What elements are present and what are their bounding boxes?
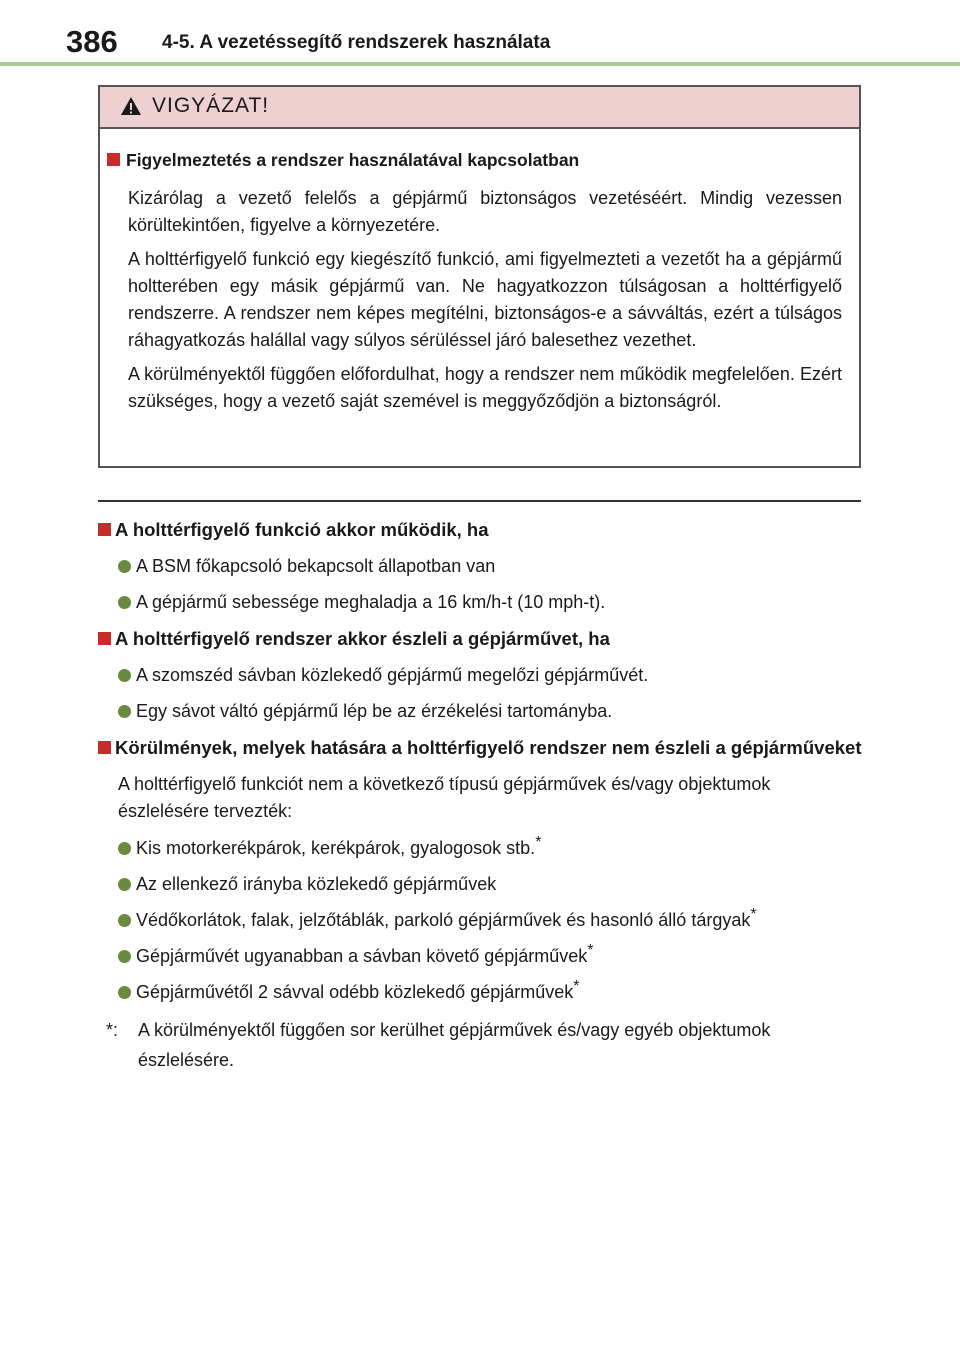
square-bullet-icon bbox=[98, 741, 111, 754]
footnote-asterisk: * bbox=[535, 834, 542, 851]
footnote: *: A körülményektől függően sor kerülhet gépjárművek és/vagy egyéb objektumok észlelésére. bbox=[106, 1015, 863, 1075]
round-bullet-icon bbox=[118, 560, 131, 573]
round-bullet-icon bbox=[118, 842, 131, 855]
warning-box bbox=[98, 85, 861, 468]
round-bullet-icon bbox=[118, 705, 131, 718]
warning-subheading: Figyelmeztetés a rendszer használatával kapcsolatban bbox=[107, 150, 842, 171]
main-content bbox=[98, 516, 863, 1075]
list-item: Kis motorkerékpárok, kerékpárok, gyalogosok stb.* bbox=[118, 835, 863, 861]
section-divider bbox=[98, 500, 861, 502]
list-item: A gépjármű sebessége meghaladja a 16 km/h-t (10 mph-t). bbox=[118, 589, 863, 615]
footnote-asterisk: * bbox=[573, 978, 580, 995]
warning-triangle-icon bbox=[120, 96, 142, 116]
round-bullet-icon bbox=[118, 914, 131, 927]
footnote-asterisk: * bbox=[587, 942, 594, 959]
list-item: Az ellenkező irányba közlekedő gépjárművek bbox=[118, 871, 863, 897]
section-heading: Körülmények, melyek hatására a holttérfigyelő rendszer nem észleli a gépjárműveket bbox=[98, 734, 863, 761]
section-heading: A holttérfigyelő rendszer akkor észleli a gépjárművet, ha bbox=[98, 625, 863, 652]
warning-paragraph: Kizárólag a vezető felelős a gépjármű biztonságos vezetéséért. Mindig vezessen körültekintően, figyelve a környezetére. bbox=[128, 188, 842, 235]
round-bullet-icon bbox=[118, 669, 131, 682]
warning-label: VIGYÁZAT! bbox=[152, 94, 270, 117]
warning-body bbox=[100, 129, 859, 415]
list-item: Védőkorlátok, falak, jelzőtáblák, parkoló gépjárművek és hasonló álló tárgyak* bbox=[118, 907, 863, 933]
warning-paragraph: A holttérfigyelő funkció egy kiegészítő funkció, ami figyelmezteti a vezetőt ha a gépjármű holtterében egy másik gépjármű van. Ne hagyatkozzon túlságosan a holttérfigyelő rendszerre. A rendszer nem képes megítélni, biztonságos-e a sávváltás, ezért a túlságos ráhagyatkozás halállal vagy súlyos sérüléssel járó balesethez vezethet. bbox=[128, 249, 842, 350]
section-intro: A holttérfigyelő funkciót nem a következő típusú gépjárművek és/vagy objektumok észlelésére tervezték: bbox=[118, 774, 771, 821]
section-heading: A holttérfigyelő funkció akkor működik, ha bbox=[98, 516, 863, 543]
warning-paragraph: A körülményektől függően előfordulhat, hogy a rendszer nem működik megfelelően. Ezért szükséges, hogy a vezető saját szemével is meggyőződjön a biztonságról. bbox=[128, 364, 842, 411]
square-bullet-icon bbox=[98, 632, 111, 645]
page-number: 386 bbox=[66, 24, 118, 59]
footnote-asterisk: * bbox=[750, 906, 757, 923]
page-header bbox=[66, 24, 960, 60]
warning-header bbox=[100, 87, 859, 129]
header-rule bbox=[0, 62, 960, 66]
list-item: Egy sávot váltó gépjármű lép be az érzékelési tartományba. bbox=[118, 698, 863, 724]
footnote-mark: *: bbox=[106, 1020, 119, 1040]
list-item: Gépjárművét ugyanabban a sávban követő gépjárművek* bbox=[118, 943, 863, 969]
list-item: A BSM főkapcsoló bekapcsolt állapotban van bbox=[118, 553, 863, 579]
list-item: A szomszéd sávban közlekedő gépjármű megelőzi gépjárművét. bbox=[118, 662, 863, 688]
list-item: Gépjárművétől 2 sávval odébb közlekedő gépjárművek* bbox=[118, 979, 863, 1005]
round-bullet-icon bbox=[118, 950, 131, 963]
round-bullet-icon bbox=[118, 878, 131, 891]
section-title: 4-5. A vezetéssegítő rendszerek használata bbox=[162, 32, 551, 53]
square-bullet-icon bbox=[98, 523, 111, 536]
round-bullet-icon bbox=[118, 596, 131, 609]
round-bullet-icon bbox=[118, 986, 131, 999]
square-bullet-icon bbox=[107, 153, 120, 166]
